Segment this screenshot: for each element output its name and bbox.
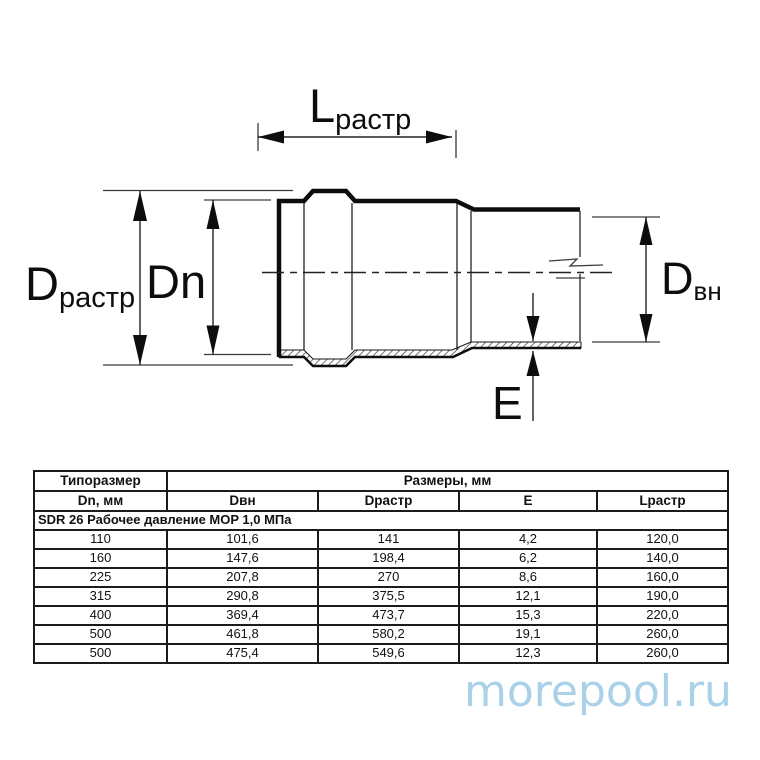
- table-cell: 101,6: [167, 530, 318, 549]
- table-row: [34, 625, 728, 644]
- label-l-rastr: Lрастр: [309, 79, 412, 136]
- table-cell: 475,4: [167, 644, 318, 663]
- table-cell: 473,7: [318, 606, 459, 625]
- col-size: Типоразмер: [34, 471, 167, 491]
- pipe-break-icon: [549, 259, 603, 278]
- table-cell: 375,5: [318, 587, 459, 606]
- table-row: [34, 587, 728, 606]
- section-title: SDR 26 Рабочее давление MOP 1,0 МПа: [34, 511, 728, 530]
- table-subheader-row: [34, 491, 728, 511]
- table-section-row: [34, 511, 728, 530]
- col-dvn: Dвн: [167, 491, 318, 511]
- table-cell: 6,2: [459, 549, 597, 568]
- table-cell: 220,0: [597, 606, 728, 625]
- table-cell: 12,3: [459, 644, 597, 663]
- label-dn: Dn: [146, 255, 207, 308]
- table-cell: 580,2: [318, 625, 459, 644]
- col-lrastr: Lрастр: [597, 491, 728, 511]
- table-cell: 500: [34, 644, 167, 663]
- table-cell: 461,8: [167, 625, 318, 644]
- dim-e: [492, 293, 540, 429]
- table-row: [34, 549, 728, 568]
- pipe-spec-table: [33, 470, 729, 664]
- table-cell: 225: [34, 568, 167, 587]
- table-cell: 260,0: [597, 625, 728, 644]
- col-e: E: [459, 491, 597, 511]
- col-dn: Dn, мм: [34, 491, 167, 511]
- table-cell: 290,8: [167, 587, 318, 606]
- table-cell: 500: [34, 625, 167, 644]
- dim-l-rastr: [258, 79, 456, 158]
- table-cell: 207,8: [167, 568, 318, 587]
- table-cell: 160: [34, 549, 167, 568]
- table-cell: 369,4: [167, 606, 318, 625]
- label-e: E: [492, 377, 523, 429]
- table-header-row: [34, 471, 728, 491]
- dim-dn: [146, 200, 271, 355]
- dim-d-vn: [592, 217, 722, 342]
- table-row: [34, 606, 728, 625]
- table-cell: 110: [34, 530, 167, 549]
- watermark-morepool: morepool.ru: [464, 666, 732, 717]
- table-cell: 270: [318, 568, 459, 587]
- table-cell: 140,0: [597, 549, 728, 568]
- col-dimensions: Размеры, мм: [167, 471, 728, 491]
- table-row: [34, 568, 728, 587]
- table-cell: 147,6: [167, 549, 318, 568]
- table-cell: 549,6: [318, 644, 459, 663]
- table-cell: 141: [318, 530, 459, 549]
- table-cell: 8,6: [459, 568, 597, 587]
- table-row: [34, 530, 728, 549]
- label-d-rastr: Dрастр: [25, 257, 136, 314]
- col-drastr: Dрастр: [318, 491, 459, 511]
- table-row: [34, 644, 728, 663]
- table-cell: 4,2: [459, 530, 597, 549]
- table-cell: 15,3: [459, 606, 597, 625]
- table-cell: 19,1: [459, 625, 597, 644]
- table-cell: 12,1: [459, 587, 597, 606]
- table-cell: 198,4: [318, 549, 459, 568]
- table-cell: 400: [34, 606, 167, 625]
- table-cell: 260,0: [597, 644, 728, 663]
- label-d-vn: Dвн: [661, 253, 722, 306]
- table-cell: 160,0: [597, 568, 728, 587]
- table-cell: 315: [34, 587, 167, 606]
- table-cell: 120,0: [597, 530, 728, 549]
- pipe-outline: [262, 191, 612, 366]
- table-cell: 190,0: [597, 587, 728, 606]
